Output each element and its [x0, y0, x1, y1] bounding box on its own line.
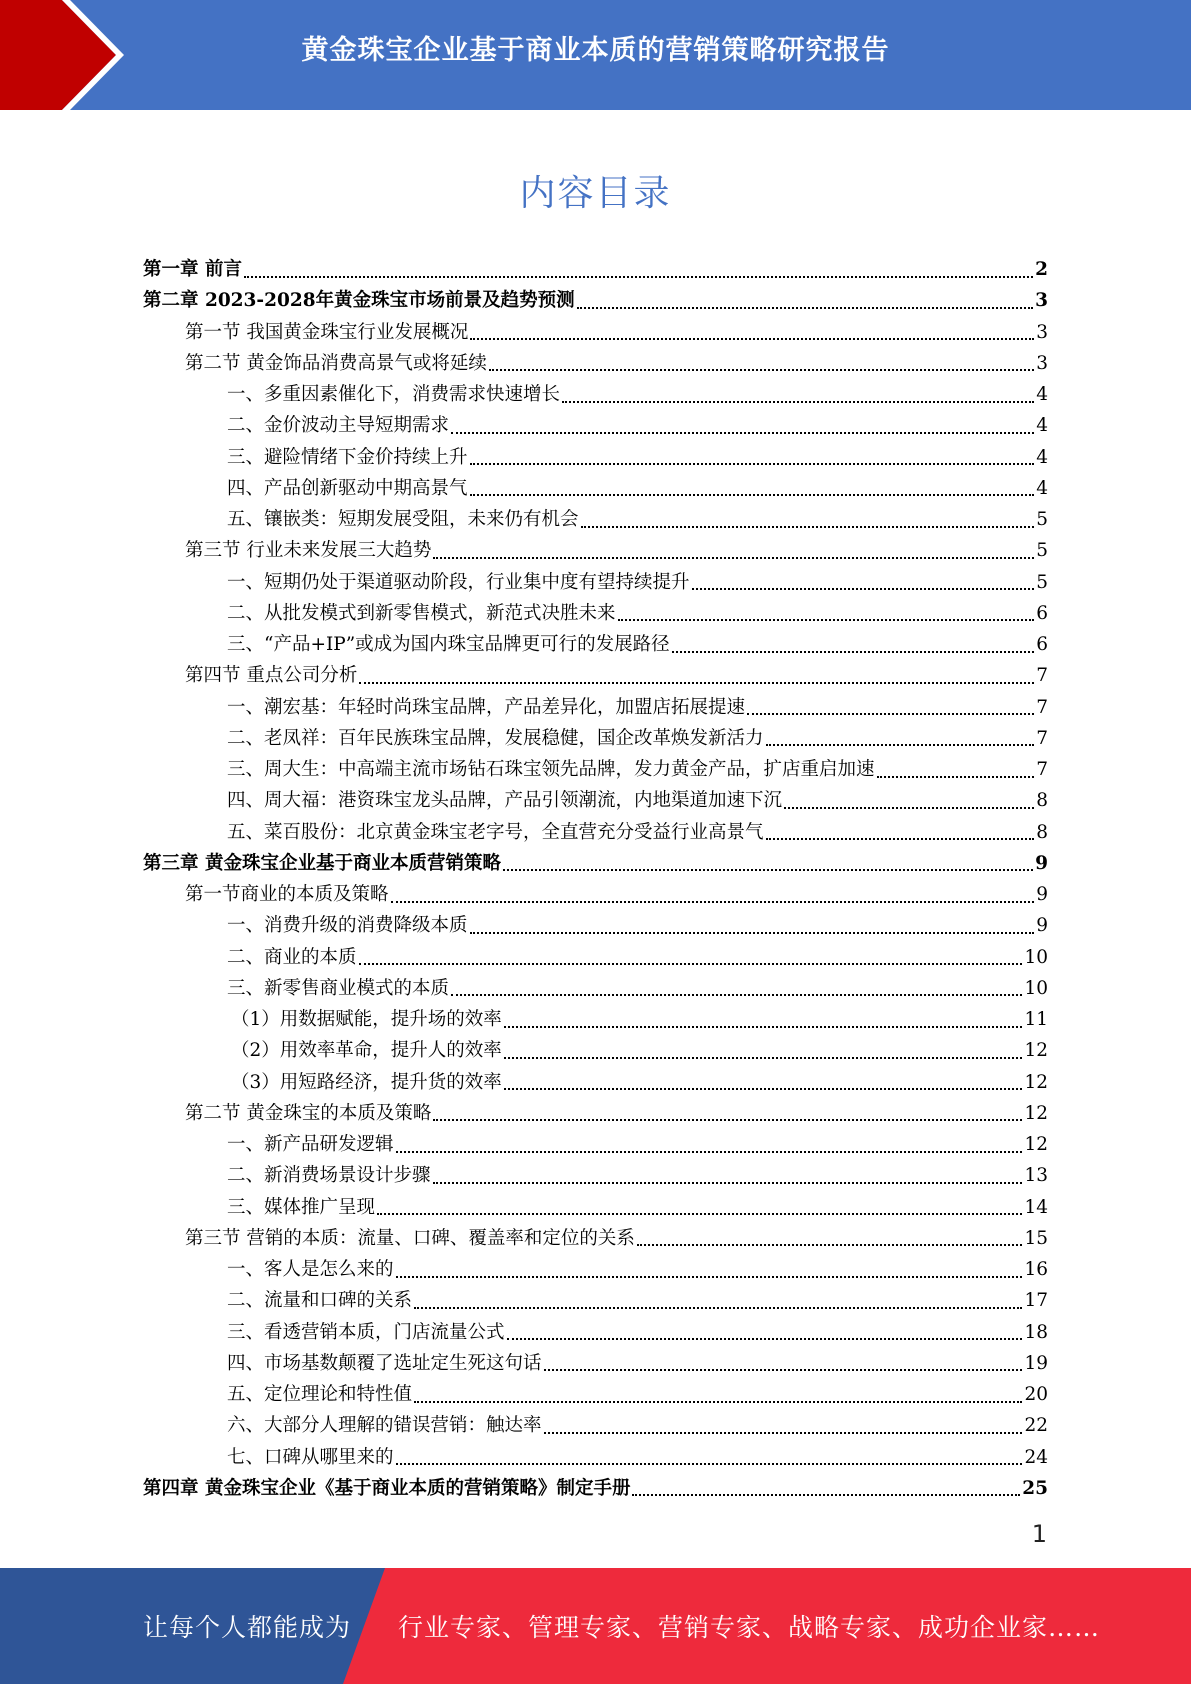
toc-heading: 内容目录 [519, 173, 672, 214]
toc-entry[interactable] [143, 879, 1048, 910]
toc-entry-page: 9 [1035, 852, 1048, 874]
toc-leader-dots [766, 838, 1035, 840]
toc-entry[interactable] [143, 535, 1048, 566]
toc-leader-dots [489, 369, 1034, 371]
toc-entry[interactable] [143, 1035, 1048, 1066]
toc-leader-dots [470, 932, 1035, 934]
toc-entry-page: 25 [1022, 1477, 1048, 1499]
toc-entry[interactable] [143, 1004, 1048, 1035]
toc-entry-page: 15 [1024, 1227, 1048, 1249]
toc-leader-dots [359, 682, 1034, 684]
toc-entry-page: 10 [1024, 946, 1048, 968]
toc-entry[interactable] [143, 379, 1048, 410]
toc-entry-page: 24 [1024, 1446, 1048, 1468]
toc-entry-title: 三、看透营销本质，门店流量公式 [227, 1321, 505, 1343]
toc-entry-title: 第三节 行业未来发展三大趋势 [185, 540, 432, 562]
toc-entry[interactable] [143, 1254, 1048, 1285]
toc-entry-title: 六、大部分人理解的错误营销：触达率 [227, 1415, 542, 1437]
page-number: 1 [1031, 1520, 1047, 1548]
toc-entry[interactable] [143, 723, 1048, 754]
toc-entry[interactable] [143, 848, 1048, 879]
toc-entry-title: 一、消费升级的消费降级本质 [227, 915, 468, 937]
toc-leader-dots [433, 557, 1034, 559]
toc-leader-dots [396, 1276, 1023, 1278]
toc-entry[interactable] [143, 1317, 1048, 1348]
toc-leader-dots [672, 651, 1035, 653]
toc-entry-title: 第四章 黄金珠宝企业《基于商业本质的营销策略》制定手册 [143, 1477, 631, 1499]
toc-entry-page: 4 [1036, 384, 1048, 405]
toc-entry-title: 五、菜百股份：北京黄金珠宝老字号，全直营充分受益行业高景气 [227, 821, 764, 843]
toc-leader-dots [396, 1151, 1023, 1153]
toc-entry-title: 四、周大福：港资珠宝龙头品牌，产品引领潮流，内地渠道加速下沉 [227, 790, 783, 812]
toc-entry-page: 11 [1024, 1009, 1048, 1030]
toc-entry-title: 三、周大生：中高端主流市场钻石珠宝领先品牌，发力黄金产品，扩店重启加速 [227, 759, 875, 780]
toc-leader-dots [504, 1026, 1023, 1028]
toc-entry-page: 14 [1024, 1196, 1048, 1218]
toc-entry[interactable] [143, 504, 1048, 535]
toc-leader-dots [433, 1182, 1023, 1184]
toc-entry[interactable] [143, 692, 1048, 723]
toc-entry[interactable] [143, 285, 1048, 316]
toc-entry-page: 6 [1036, 602, 1048, 624]
toc-entry[interactable] [143, 1285, 1048, 1316]
toc-entry[interactable] [143, 1129, 1048, 1160]
toc-entry[interactable] [143, 410, 1048, 441]
toc-entry-page: 4 [1036, 477, 1048, 499]
toc-entry-page: 18 [1024, 1321, 1048, 1343]
toc-entry-title: 二、流量和口碑的关系 [227, 1290, 413, 1312]
toc-entry-title: 第二节 黄金珠宝的本质及策略 [185, 1102, 432, 1124]
toc-entry-page: 4 [1036, 446, 1048, 468]
footer-band [0, 1568, 1191, 1684]
toc-entry-title: 第四节 重点公司分析 [185, 665, 358, 687]
toc-entry-title: 三、新零售商业模式的本质 [227, 977, 450, 999]
toc-entry-page: 7 [1036, 696, 1048, 718]
toc-entry-title: 第一节 我国黄金珠宝行业发展概况 [185, 321, 469, 343]
toc-entry[interactable] [143, 598, 1048, 629]
toc-leader-dots [359, 963, 1023, 965]
toc-leader-dots [747, 713, 1034, 715]
toc-leader-dots [451, 994, 1022, 996]
toc-entry-page: 5 [1036, 509, 1048, 530]
toc-entry-title: （3）用短路经济，提升货的效率 [231, 1071, 502, 1093]
toc-entry[interactable] [143, 1379, 1048, 1410]
toc-leader-dots [503, 869, 1033, 871]
toc-leader-dots [470, 338, 1034, 340]
toc-leader-dots [877, 776, 1035, 778]
toc-entry-title: 三、媒体推广呈现 [227, 1196, 376, 1218]
toc-entry-page: 10 [1024, 977, 1048, 999]
toc-entry-page: 5 [1036, 540, 1048, 562]
toc-entry-page: 7 [1036, 759, 1048, 780]
toc-entry-title: 五、定位理论和特性值 [227, 1384, 413, 1405]
toc-leader-dots [784, 807, 1034, 809]
footer-slogan-right: 行业专家、管理专家、营销专家、战略专家、成功企业家…… [398, 1613, 1101, 1642]
toc-entry-page: 5 [1036, 571, 1048, 593]
toc-entry-page: 13 [1024, 1165, 1048, 1187]
toc-entry-title: 第一节商业的本质及策略 [185, 884, 389, 905]
toc-entry-page: 3 [1035, 290, 1048, 312]
toc-entry[interactable] [143, 1442, 1048, 1473]
toc-leader-dots [244, 276, 1033, 278]
toc-leader-dots [433, 1119, 1022, 1121]
toc-entry-title: 第二章 2023-2028年黄金珠宝市场前景及趋势预测 [143, 290, 575, 312]
toc-entry[interactable] [143, 348, 1048, 379]
toc-entry[interactable] [143, 754, 1048, 785]
toc-entry-page: 3 [1036, 321, 1048, 343]
toc-entry[interactable] [143, 442, 1048, 473]
toc-entry-title: 一、短期仍处于渠道驱动阶段，行业集中度有望持续提升 [227, 571, 690, 593]
toc-entry-title: 四、市场基数颠覆了选址定生死这句话 [227, 1352, 542, 1374]
toc-entry-title: （2）用效率革命，提升人的效率 [231, 1040, 502, 1062]
toc-leader-dots [391, 901, 1035, 903]
toc-leader-dots [632, 1494, 1020, 1496]
toc-entry-title: 一、客人是怎么来的 [227, 1259, 394, 1280]
toc-entry-page: 7 [1036, 665, 1048, 687]
toc-entry[interactable] [143, 317, 1048, 348]
toc-entry[interactable] [143, 629, 1048, 660]
toc-entry-page: 2 [1035, 259, 1048, 280]
toc-leader-dots [766, 744, 1035, 746]
report-title: 黄金珠宝企业基于商业本质的营销策略研究报告 [301, 35, 890, 66]
toc-leader-dots [692, 588, 1035, 590]
toc-entry-title: 一、潮宏基：年轻时尚珠宝品牌，产品差异化，加盟店拓展提速 [227, 696, 746, 718]
toc-leader-dots [470, 463, 1035, 465]
toc-entry-title: 第二节 黄金饰品消费高景气或将延续 [185, 352, 487, 374]
toc-entry-title: （1）用数据赋能，提升场的效率 [231, 1009, 502, 1030]
toc-entry-page: 22 [1024, 1415, 1048, 1437]
toc-entry-page: 12 [1024, 1134, 1048, 1155]
toc-entry-page: 17 [1024, 1290, 1048, 1312]
toc-entry-page: 9 [1036, 915, 1048, 937]
toc-entry[interactable] [143, 910, 1048, 941]
toc-leader-dots [577, 307, 1034, 309]
toc-entry[interactable] [143, 973, 1048, 1004]
toc-entry-title: 第三节 营销的本质：流量、口碑、覆盖率和定位的关系 [185, 1227, 635, 1249]
toc-entry[interactable] [143, 1160, 1048, 1191]
toc-entry-page: 8 [1036, 821, 1048, 843]
toc-leader-dots [504, 1057, 1023, 1059]
toc-entry-page: 7 [1036, 727, 1048, 749]
toc-entry[interactable] [143, 942, 1048, 973]
table-of-contents [143, 254, 1048, 1504]
toc-entry-page: 3 [1036, 352, 1048, 374]
toc-entry-title: 二、新消费场景设计步骤 [227, 1165, 431, 1187]
toc-leader-dots [451, 432, 1034, 434]
toc-entry[interactable] [143, 1067, 1048, 1098]
toc-entry-title: 三、“产品+IP”或成为国内珠宝品牌更可行的发展路径 [227, 634, 670, 655]
toc-entry-title: 二、从批发模式到新零售模式，新范式决胜未来 [227, 602, 616, 624]
toc-entry-title: 二、商业的本质 [227, 946, 357, 968]
toc-leader-dots [637, 1244, 1023, 1246]
toc-entry-title: 第一章 前言 [143, 259, 242, 280]
toc-leader-dots [470, 494, 1035, 496]
toc-leader-dots [414, 1401, 1022, 1403]
toc-entry-title: 一、新产品研发逻辑 [227, 1134, 394, 1155]
toc-leader-dots [544, 1432, 1023, 1434]
toc-entry-page: 12 [1024, 1102, 1048, 1124]
toc-entry[interactable] [143, 1410, 1048, 1441]
toc-entry-page: 4 [1036, 415, 1048, 437]
toc-leader-dots [396, 1463, 1023, 1465]
toc-entry-page: 6 [1036, 634, 1048, 655]
header-band [0, 0, 1191, 110]
toc-leader-dots [581, 526, 1035, 528]
toc-entry[interactable] [143, 785, 1048, 816]
toc-leader-dots [504, 1088, 1023, 1090]
toc-entry-page: 20 [1024, 1384, 1048, 1405]
footer-slogan-left: 让每个人都能成为 [143, 1613, 352, 1642]
toc-entry-title: 一、多重因素催化下，消费需求快速增长 [227, 384, 561, 405]
toc-entry-title: 七、口碑从哪里来的 [227, 1446, 394, 1468]
toc-entry[interactable] [143, 660, 1048, 691]
toc-entry-page: 12 [1024, 1071, 1048, 1093]
toc-entry[interactable] [143, 254, 1048, 285]
toc-leader-dots [507, 1338, 1023, 1340]
toc-entry[interactable] [143, 1473, 1048, 1504]
toc-entry[interactable] [143, 473, 1048, 504]
toc-leader-dots [562, 401, 1034, 403]
toc-entry-page: 9 [1036, 884, 1048, 905]
toc-entry[interactable] [143, 567, 1048, 598]
toc-entry[interactable] [143, 1192, 1048, 1223]
toc-entry-title: 三、避险情绪下金价持续上升 [227, 446, 468, 468]
toc-entry[interactable] [143, 817, 1048, 848]
toc-entry-title: 四、产品创新驱动中期高景气 [227, 477, 468, 499]
toc-leader-dots [618, 619, 1035, 621]
toc-entry-title: 二、老凤祥：百年民族珠宝品牌，发展稳健，国企改革焕发新活力 [227, 727, 764, 749]
toc-entry-title: 第三章 黄金珠宝企业基于商业本质营销策略 [143, 852, 501, 874]
toc-entry[interactable] [143, 1348, 1048, 1379]
toc-entry[interactable] [143, 1098, 1048, 1129]
toc-entry-title: 二、金价波动主导短期需求 [227, 415, 450, 437]
toc-leader-dots [414, 1307, 1022, 1309]
toc-leader-dots [377, 1213, 1022, 1215]
toc-entry[interactable] [143, 1223, 1048, 1254]
toc-entry-title: 五、镶嵌类：短期发展受阻，未来仍有机会 [227, 509, 579, 530]
toc-leader-dots [544, 1369, 1023, 1371]
toc-entry-page: 12 [1024, 1040, 1048, 1062]
toc-entry-page: 16 [1024, 1259, 1048, 1280]
toc-entry-page: 19 [1024, 1352, 1048, 1374]
toc-entry-page: 8 [1036, 790, 1048, 812]
